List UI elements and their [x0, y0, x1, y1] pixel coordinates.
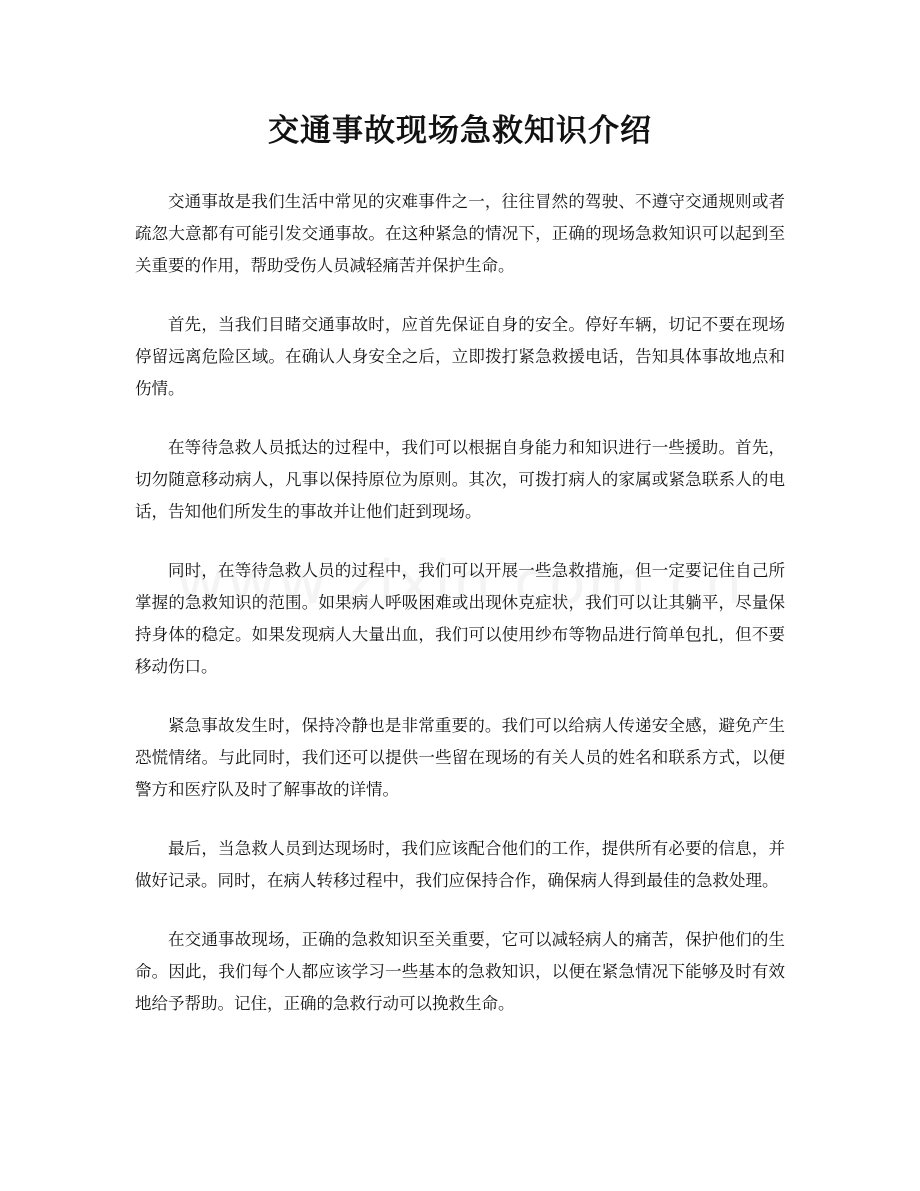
paragraph-5: 紧急事故发生时，保持冷静也是非常重要的。我们可以给病人传递安全感，避免产生恐慌情绪。与此同时，我们还可以提供一些留在现场的有关人员的姓名和联系方式，以便警方和医疗队及时了解事故的详情。: [135, 716, 785, 799]
paragraph-1: 交通事故是我们生活中常见的灾难事件之一，往往冒然的驾驶、不遵守交通规则或者疏忽大意都有可能引发交通事故。在这种紧急的情况下，正确的现场急救知识可以起到至关重要的作用，帮助受伤人员减轻痛苦并保护生命。: [135, 192, 785, 275]
paragraph-4: 同时，在等待急救人员的过程中，我们可以开展一些急救措施，但一定要记住自己所掌握的急救知识的范围。如果病人呼吸困难或出现休克症状，我们可以让其躺平，尽量保持身体的稳定。如果发现病人大量出血，我们可以使用纱布等物品进行简单包扎，但不要移动伤口。: [135, 561, 785, 676]
paragraph-3: 在等待急救人员抵达的过程中，我们可以根据自身能力和知识进行一些援助。首先，切勿随意移动病人，凡事以保持原位为原则。其次，可拨打病人的家属或紧急联系人的电话，告知他们所发生的事故并让他们赶到现场。: [135, 438, 785, 521]
document-body: [135, 186, 785, 1047]
paragraph-7: 在交通事故现场，正确的急救知识至关重要，它可以减轻病人的痛苦，保护他们的生命。因此，我们每个人都应该学习一些基本的急救知识，以便在紧急情况下能够及时有效地给予帮助。记住，正确的急救行动可以挽救生命。: [135, 930, 785, 1013]
document-title: 交通事故现场急救知识介绍: [268, 113, 652, 149]
paragraph-2: 首先，当我们目睹交通事故时，应首先保证自身的安全。停好车辆，切记不要在现场停留远离危险区域。在确认人身安全之后，立即拨打紧急救援电话，告知具体事故地点和伤情。: [135, 315, 785, 398]
paragraph-6: 最后，当急救人员到达现场时，我们应该配合他们的工作，提供所有必要的信息，并做好记录。同时，在病人转移过程中，我们应保持合作，确保病人得到最佳的急救处理。: [135, 839, 785, 890]
